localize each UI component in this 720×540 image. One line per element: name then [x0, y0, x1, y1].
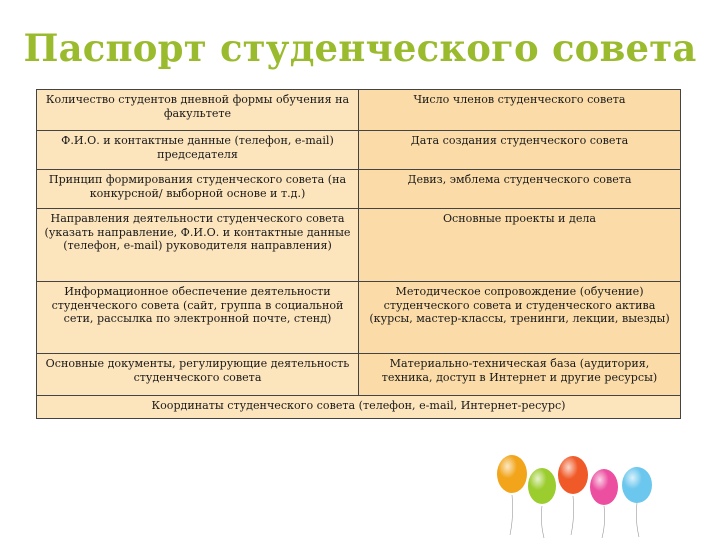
table-cell: Материально-техническая база (аудитория, техника, доступ в Интернет и другие ресурсы) — [359, 354, 681, 396]
table-cell: Методическое сопровождение (обучение) студенческого совета и студенческого актива (курсы, мастер-классы, тренинги, лекции, выезды) — [359, 282, 681, 354]
table-row — [37, 396, 681, 419]
table-row — [37, 170, 681, 209]
table-cell: Принцип формирования студенческого совета (на конкурсной/ выборной основе и т.д.) — [37, 170, 359, 209]
page-title: Паспорт студенческого совета — [23, 26, 697, 70]
table-cell: Девиз, эмблема студенческого совета — [359, 170, 681, 209]
table-cell: Информационное обеспечение деятельности студенческого совета (сайт, группа в социальной сети, рассылка по электронной почте, стенд) — [37, 282, 359, 354]
table-cell: Основные проекты и дела — [359, 209, 681, 282]
balloon-green — [528, 468, 556, 504]
table-row — [37, 354, 681, 396]
table-row — [37, 209, 681, 282]
balloon-red — [558, 456, 588, 494]
table-row — [37, 131, 681, 170]
table-row — [37, 90, 681, 131]
balloons-illustration — [480, 440, 700, 540]
table-cell: Количество студентов дневной формы обучения на факультете — [37, 90, 359, 131]
balloon-blue — [622, 467, 652, 503]
table-cell: Дата создания студенческого совета — [359, 131, 681, 170]
table-cell: Направления деятельности студенческого совета (указать направление, Ф.И.О. и контактные данные (телефон, e-mail) руководителя направления) — [37, 209, 359, 282]
table-row — [37, 282, 681, 354]
table-cell: Основные документы, регулирующие деятельность студенческого совета — [37, 354, 359, 396]
balloon-pink — [590, 469, 618, 505]
balloon-orange — [497, 455, 527, 493]
table-cell: Число членов студенческого совета — [359, 90, 681, 131]
passport-table — [36, 89, 681, 419]
footer-cell: Координаты студенческого совета (телефон, e-mail, Интернет-ресурс) — [37, 396, 681, 419]
table-cell: Ф.И.О. и контактные данные (телефон, e-mail) председателя — [37, 131, 359, 170]
